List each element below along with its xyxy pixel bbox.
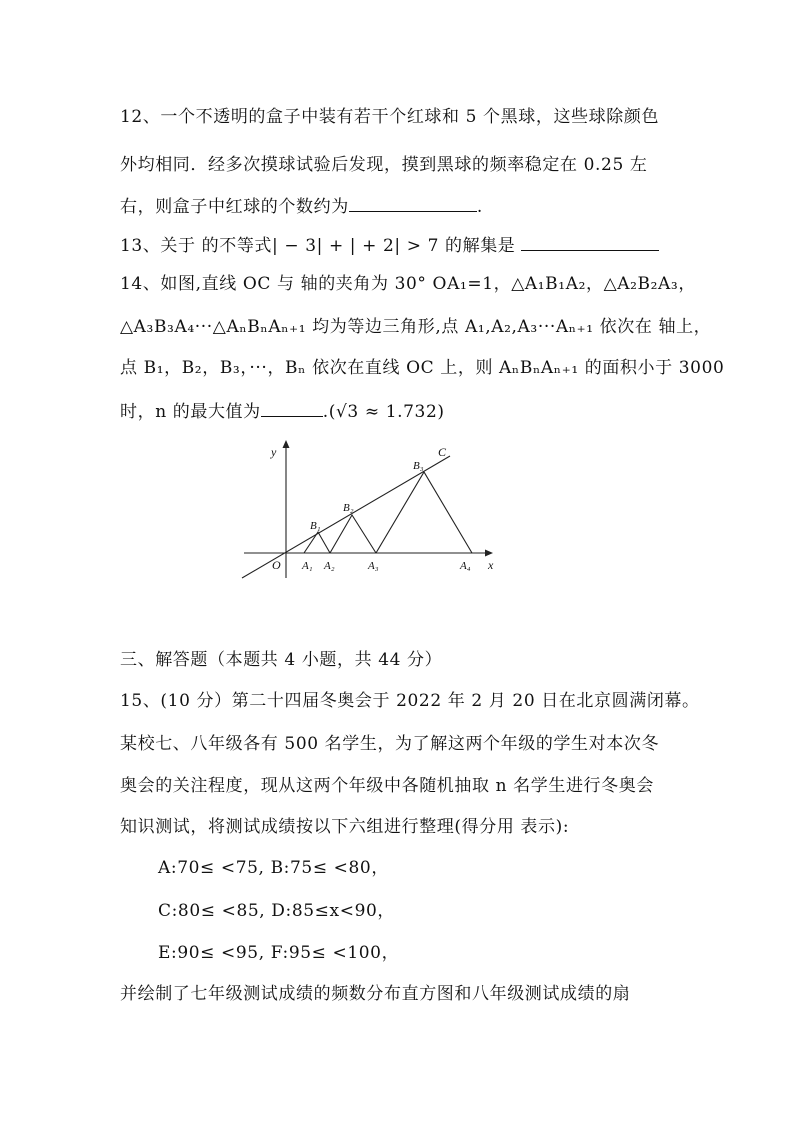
q14-line-4-a: 时，n 的最大值为 (120, 402, 261, 422)
q12-answer-blank (349, 193, 477, 212)
q13-line (120, 232, 659, 258)
q14-figure (230, 438, 520, 588)
label-a4: A₄ (460, 560, 471, 572)
triangle-1 (304, 532, 330, 553)
q15-groups-3: E:90≤ <95, F:95≤ <100， (158, 943, 400, 963)
q12-line-1: 12、一个不透明的盒子中装有若干个红球和 5 个黑球，这些球除颜色 (120, 107, 660, 127)
label-c: C (438, 445, 447, 459)
y-axis-arrow (283, 440, 290, 448)
q13-answer-blank (521, 232, 659, 251)
label-o: O (272, 558, 281, 572)
q12-line-3-end: . (476, 197, 483, 217)
q12-line-3-text: 右，则盒子中红球的个数约为 (120, 197, 349, 217)
label-y: y (271, 445, 277, 459)
label-b1: B₁ (310, 520, 321, 532)
triangle-2 (330, 515, 376, 553)
q14-line-2: △A₃B₃A₄···△AₙBₙAₙ₊₁ 均为等边三角形,点 A₁,A₂,A₃···Aₙ₊₁ 依次在 轴上， (120, 317, 712, 337)
q15-line-5: 并绘制了七年级测试成绩的频数分布直方图和八年级测试成绩的扇 (120, 984, 631, 1004)
label-a1: A₁ (302, 560, 313, 572)
label-a3: A₃ (368, 560, 379, 572)
label-b2: B₂ (343, 502, 354, 514)
label-b3: B₃ (413, 460, 424, 472)
q15-line-2: 某校七、八年级各有 500 名学生，为了解这两个年级的学生对本次冬 (120, 734, 660, 754)
q14-line-3: 点 B₁，B₂，B₃，···，Bₙ 依次在直线 OC 上，则 AₙBₙAₙ₊₁ 的面积小于 3000 (120, 358, 725, 378)
q12-line-2: 外均相同．经多次摸球试验后发现，摸到黑球的频率稳定在 0.25 左 (120, 155, 648, 175)
q13-text: 13、关于 的不等式| − 3| + | + 2| > 7 的解集是 (120, 236, 516, 256)
q14-line-1: 14、如图,直线 OC 与 轴的夹角为 30° OA₁=1，△A₁B₁A₂，△A₂B₂A₃， (120, 274, 696, 294)
q14-line-4-b: .(√3 ≈ 1.732) (322, 402, 445, 422)
x-axis-arrow (485, 550, 493, 557)
q15-line-3: 奥会的关注程度，现从这两个年级中各随机抽取 n 名学生进行冬奥会 (120, 776, 654, 796)
q14-answer-blank (261, 398, 323, 417)
triangle-3 (376, 472, 472, 553)
q12-line-3 (120, 193, 483, 219)
q14-line-4 (120, 398, 445, 424)
q15-line-4: 知识测试，将测试成绩按以下六组进行整理(得分用 表示): (120, 817, 570, 837)
label-x: x (488, 558, 494, 572)
q15-groups-1: A:70≤ <75, B:75≤ <80， (158, 858, 389, 878)
label-a2: A₂ (324, 560, 335, 572)
q15-groups-2: C:80≤ <85, D:85≤x<90， (158, 901, 395, 921)
section-3-heading: 三、解答题（本题共 4 小题，共 44 分） (120, 650, 443, 670)
q15-line-1: 15、(10 分）第二十四届冬奥会于 2022 年 2 月 20 日在北京圆满闭幕。 (120, 691, 700, 711)
